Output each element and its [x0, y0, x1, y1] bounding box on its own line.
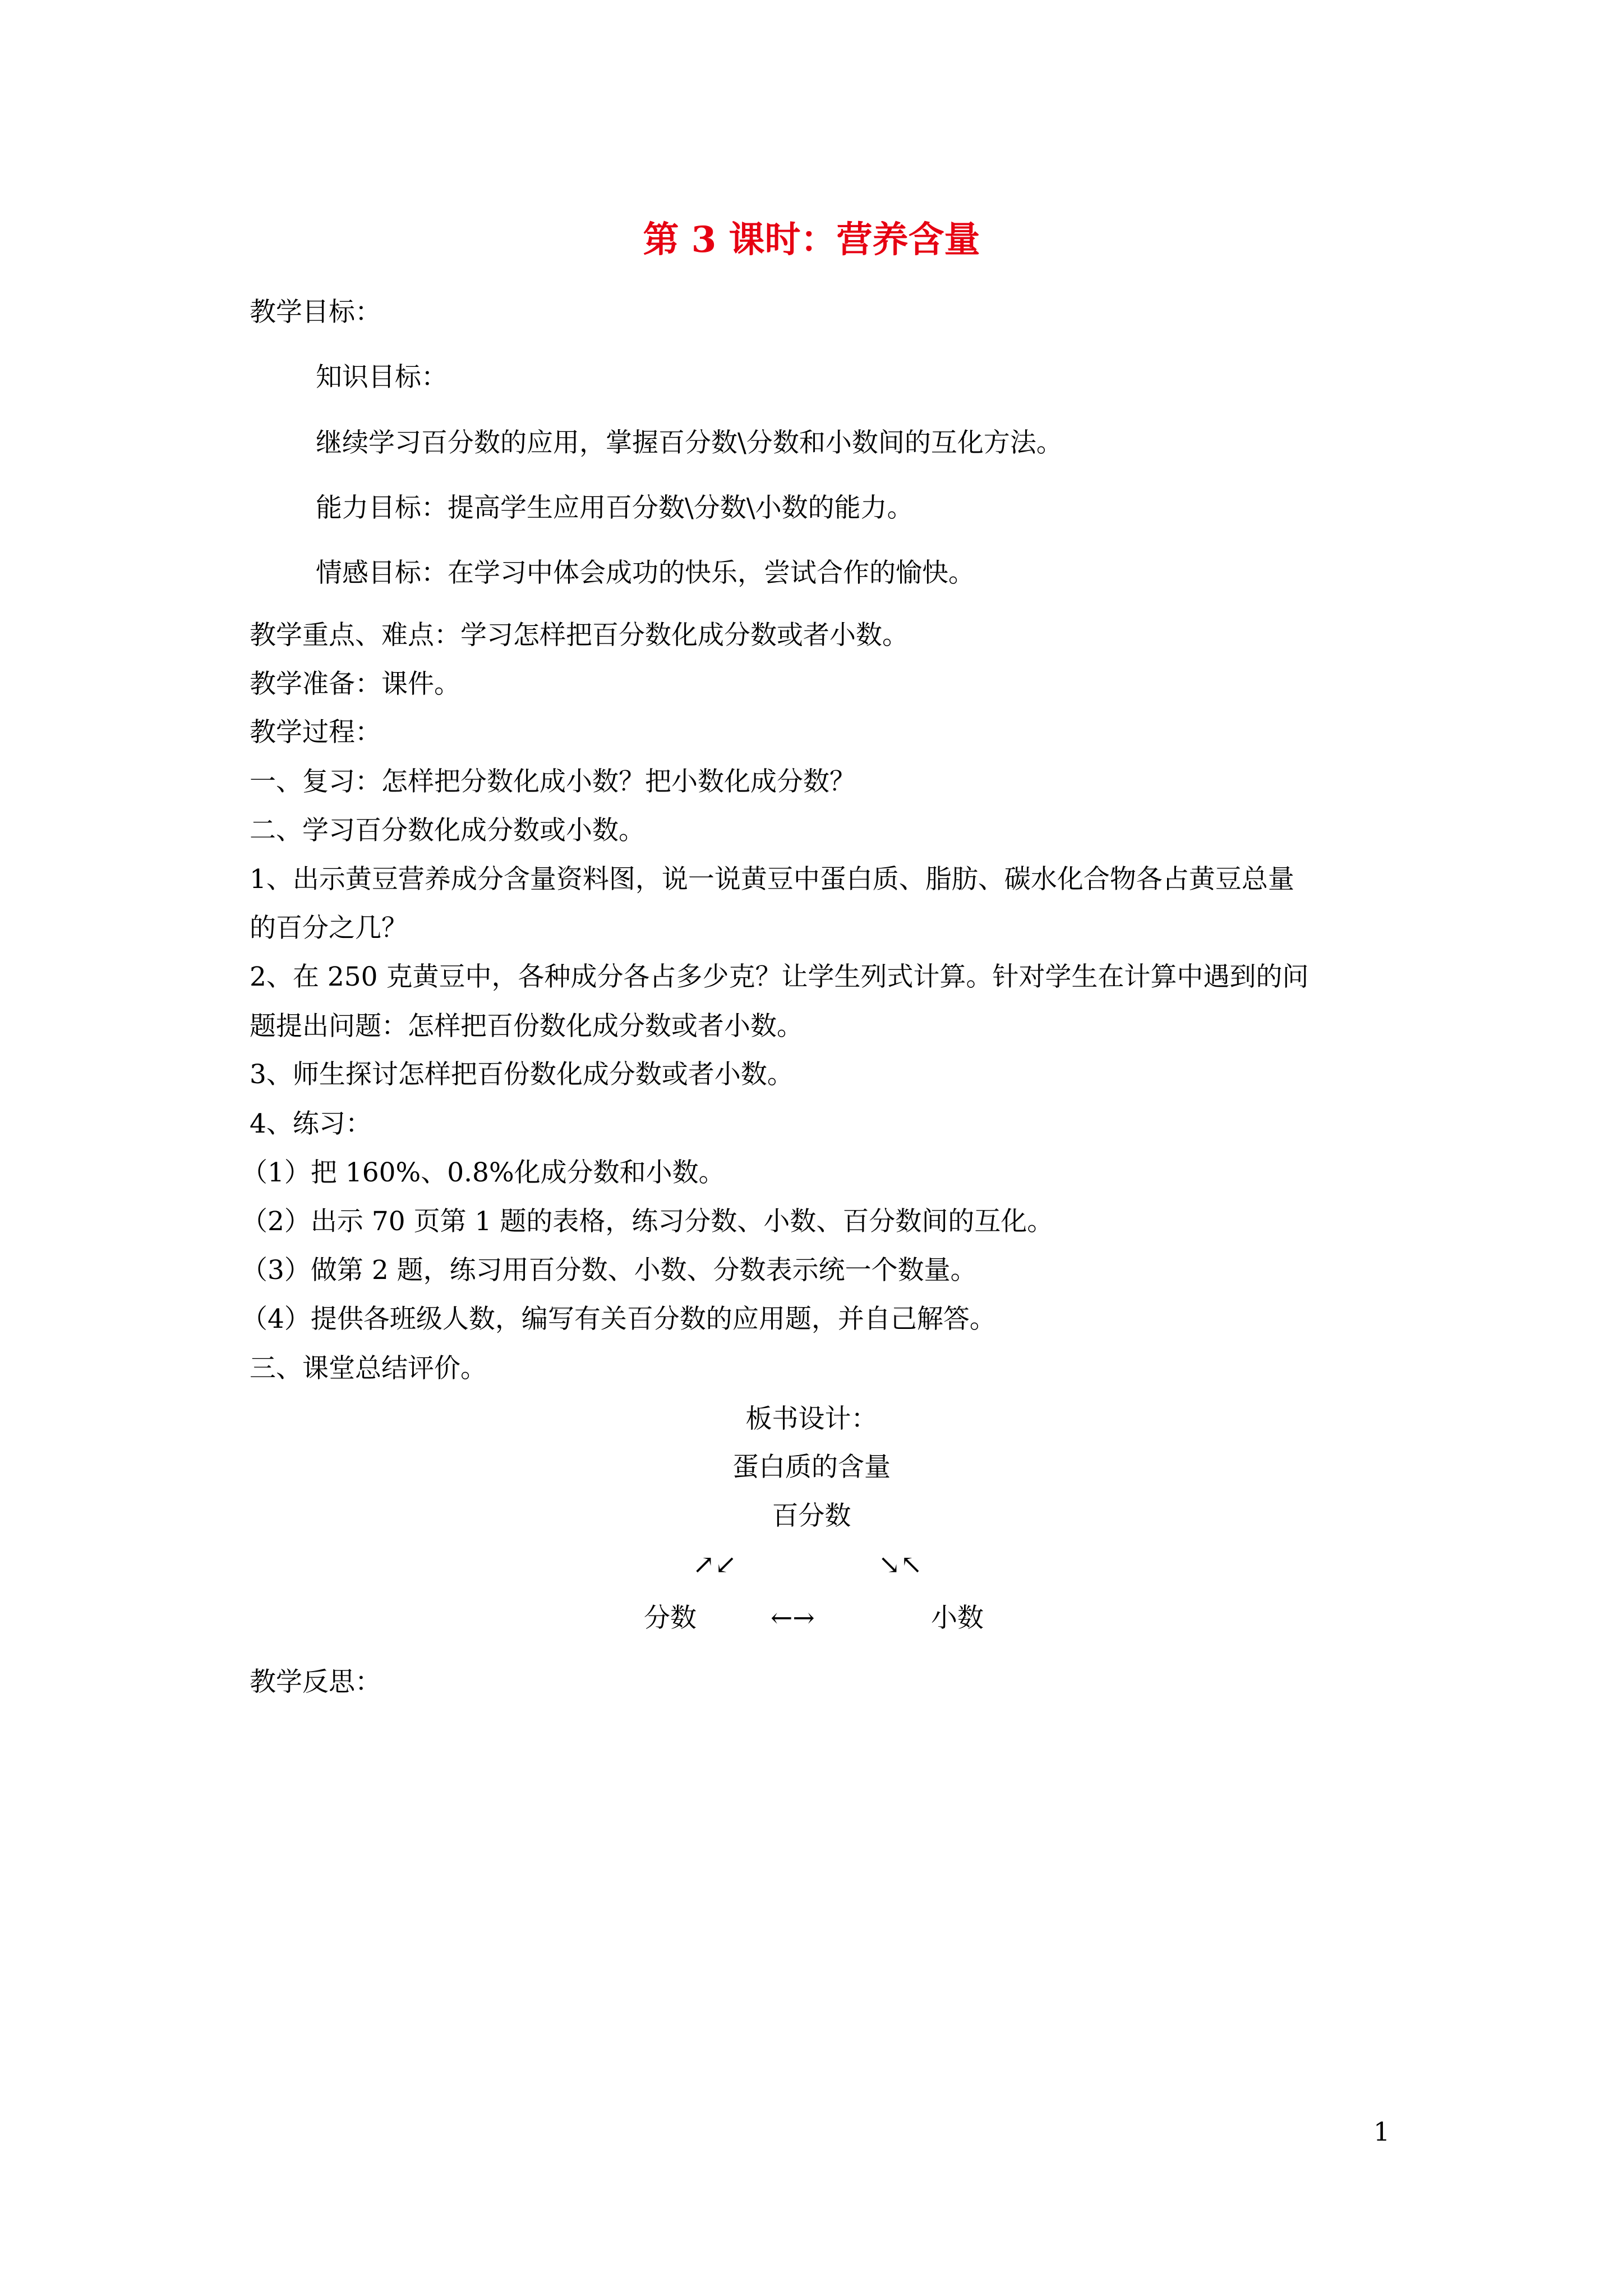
middle-arrows-icon: ←→	[771, 1603, 815, 1634]
right-arrows-icon: ↘↖	[878, 1549, 923, 1580]
step-2-line-2: 题提出问题：怎样把百份数化成分数或者小数。	[250, 1011, 803, 1042]
page-number: 1	[1373, 2116, 1390, 2147]
step-3: 3、师生探讨怎样把百份数化成分数或者小数。	[250, 1059, 794, 1090]
step-1-line-1: 1、出示黄豆营养成分含量资料图，说一说黄豆中蛋白质、脂肪、碳水化合物各占黄豆总量	[250, 864, 1294, 895]
summary-step: 三、课堂总结评价。	[250, 1353, 487, 1384]
board-heading: 板书设计：	[745, 1404, 878, 1434]
knowledge-goal-text: 继续学习百分数的应用，掌握百分数\分数和小数间的互化方法。	[316, 427, 1063, 458]
process-heading: 教学过程：	[250, 717, 381, 748]
board-topic: 蛋白质的含量	[732, 1452, 891, 1483]
ability-goal: 能力目标：提高学生应用百分数\分数\小数的能力。	[316, 493, 914, 523]
step-1-line-2: 的百分之几？	[250, 913, 408, 944]
learn-step: 二、学习百分数化成分数或小数。	[250, 815, 645, 846]
step-4: 4、练习：	[250, 1108, 372, 1139]
reflection-heading: 教学反思：	[250, 1667, 381, 1697]
page-title: 第 3 课时：营养含量	[643, 219, 980, 261]
key-points: 教学重点、难点：学习怎样把百分数化成分数或者小数。	[250, 620, 909, 651]
board-center-percent: 百分数	[772, 1501, 851, 1531]
exercise-item: （1）把 160%、0.8%化成分数和小数。	[241, 1157, 725, 1188]
review-step: 一、复习：怎样把分数化成小数？把小数化成分数？	[250, 766, 856, 797]
step-2-line-1: 2、在 250 克黄豆中，各种成分各占多少克？让学生列式计算。针对学生在计算中遇到的问	[250, 961, 1309, 992]
preparation: 教学准备：课件。	[250, 669, 460, 700]
board-right-decimal: 小数	[931, 1603, 984, 1634]
left-arrows-icon: ↗↙	[693, 1549, 737, 1580]
exercise-item: （2）出示 70 页第 1 题的表格，练习分数、小数、百分数间的互化。	[241, 1206, 1054, 1237]
knowledge-goal-label: 知识目标：	[316, 362, 448, 393]
board-left-fraction: 分数	[644, 1603, 697, 1634]
exercise-item: （4）提供各班级人数，编写有关百分数的应用题，并自己解答。	[241, 1304, 996, 1335]
exercise-item: （3）做第 2 题，练习用百分数、小数、分数表示统一个数量。	[241, 1255, 977, 1286]
goals-heading: 教学目标：	[250, 297, 381, 328]
emotion-goal: 情感目标：在学习中体会成功的快乐，尝试合作的愉快。	[316, 558, 975, 588]
